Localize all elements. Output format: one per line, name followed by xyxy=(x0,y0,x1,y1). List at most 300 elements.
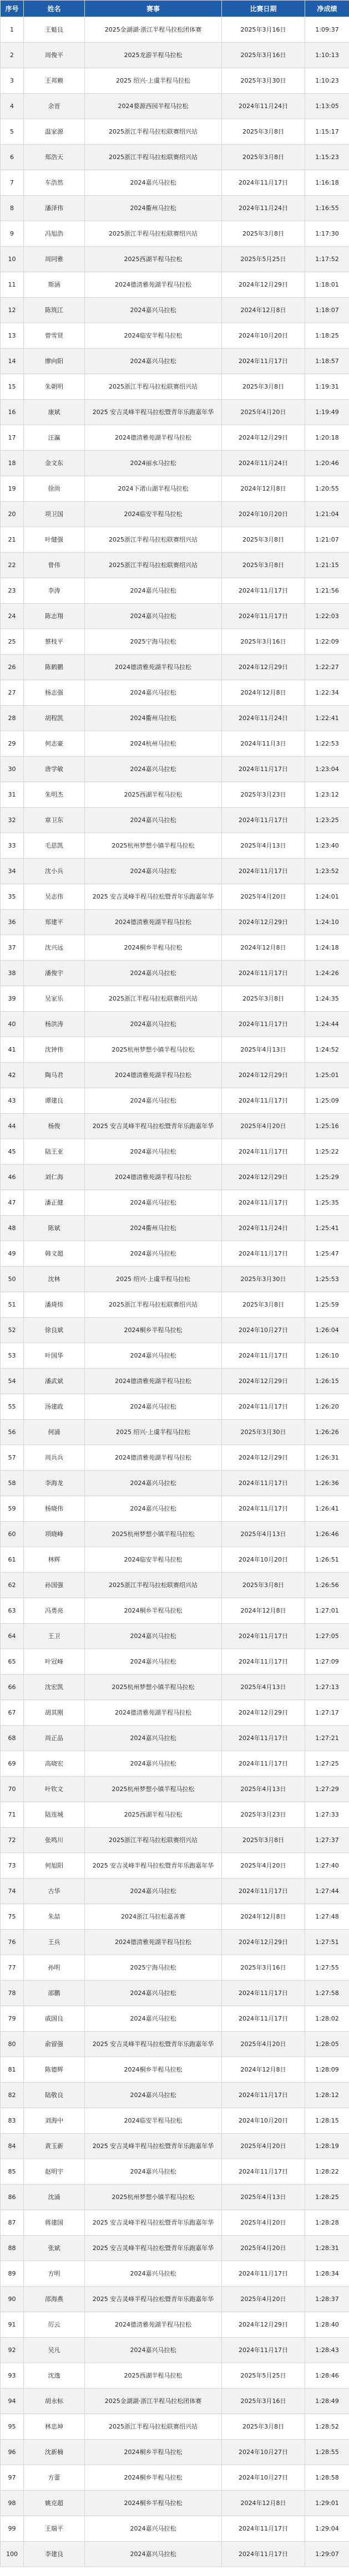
cell-net-time: 1:13:05 xyxy=(305,94,349,119)
cell-seq: 82 xyxy=(1,2083,24,2108)
cell-net-time: 1:20:46 xyxy=(305,451,349,476)
cell-race: 2025杭州梦想小镇半程马拉松 xyxy=(85,1777,222,1802)
table-row xyxy=(1,1955,349,1981)
table-row xyxy=(1,170,349,196)
cell-date: 2024年12月8日 xyxy=(222,680,305,706)
cell-name: 周俊平 xyxy=(24,43,85,68)
cell-seq: 6 xyxy=(1,145,24,170)
cell-race: 2025杭州梦想小镇半程马拉松 xyxy=(85,1522,222,1547)
table-row xyxy=(1,1063,349,1088)
cell-seq: 56 xyxy=(1,1420,24,1445)
cell-net-time: 1:26:15 xyxy=(305,1369,349,1394)
cell-date: 2025年4月20日 xyxy=(222,2032,305,2057)
cell-seq: 95 xyxy=(1,2414,24,2440)
cell-name: 王魁良 xyxy=(24,17,85,43)
cell-race: 2024德清雅苑湖半程马拉松 xyxy=(85,425,222,451)
cell-name: 金文东 xyxy=(24,451,85,476)
cell-race: 2024衢州马拉松 xyxy=(85,706,222,731)
cell-seq: 73 xyxy=(1,1853,24,1879)
table-row xyxy=(1,1598,349,1624)
cell-date: 2024年12月29日 xyxy=(222,425,305,451)
cell-name: 陆敬良 xyxy=(24,2083,85,2108)
cell-net-time: 1:16:18 xyxy=(305,170,349,196)
cell-date: 2024年12月29日 xyxy=(222,2312,305,2338)
cell-race: 2025金湖湖·浙江半程马拉松团体赛 xyxy=(85,2389,222,2414)
cell-seq: 69 xyxy=(1,1751,24,1777)
cell-date: 2025年3月8日 xyxy=(222,119,305,145)
table-row xyxy=(1,1394,349,1420)
cell-name: 王卫 xyxy=(24,1624,85,1649)
cell-date: 2024年11月17日 xyxy=(222,578,305,604)
cell-net-time: 1:23:52 xyxy=(305,859,349,884)
cell-race: 2024嘉兴马拉松 xyxy=(85,808,222,833)
table-row xyxy=(1,425,349,451)
table-row xyxy=(1,629,349,655)
cell-date: 2024年12月29日 xyxy=(222,1700,305,1726)
header-row xyxy=(1,1,349,17)
cell-net-time: 1:27:44 xyxy=(305,1879,349,1904)
table-body xyxy=(1,17,349,2567)
cell-net-time: 1:24:01 xyxy=(305,884,349,910)
table-row xyxy=(1,553,349,578)
cell-net-time: 1:28:12 xyxy=(305,2083,349,2108)
table-row xyxy=(1,400,349,425)
cell-name: 何涌 xyxy=(24,1420,85,1445)
cell-name: 叶钦文 xyxy=(24,1777,85,1802)
table-row xyxy=(1,1343,349,1369)
cell-date: 2024年11月17日 xyxy=(222,1496,305,1522)
cell-name: 陈鹤鹏 xyxy=(24,655,85,680)
cell-race: 2025浙江半程马拉松联赛绍兴站 xyxy=(85,527,222,553)
cell-seq: 23 xyxy=(1,578,24,604)
cell-date: 2024年10月20日 xyxy=(222,502,305,527)
cell-date: 2025年4月20日 xyxy=(222,2210,305,2236)
table-row xyxy=(1,1088,349,1114)
cell-race: 2024桐乡半程马拉松 xyxy=(85,2491,222,2516)
table-row xyxy=(1,604,349,629)
cell-seq: 80 xyxy=(1,2032,24,2057)
cell-seq: 1 xyxy=(1,17,24,43)
cell-race: 2024丽水马拉松 xyxy=(85,451,222,476)
cell-race: 2025浙江半程马拉松联赛绍兴站 xyxy=(85,1573,222,1598)
cell-net-time: 1:28:09 xyxy=(305,2057,349,2083)
cell-seq: 10 xyxy=(1,247,24,272)
cell-date: 2025年4月20日 xyxy=(222,1853,305,1879)
cell-seq: 71 xyxy=(1,1802,24,1828)
cell-seq: 22 xyxy=(1,553,24,578)
cell-date: 2025年3月8日 xyxy=(222,145,305,170)
table-row xyxy=(1,655,349,680)
cell-net-time: 1:27:33 xyxy=(305,1802,349,1828)
table-row xyxy=(1,502,349,527)
table-row xyxy=(1,731,349,757)
table-row xyxy=(1,1496,349,1522)
table-row xyxy=(1,1267,349,1292)
cell-race: 2025西湖半程马拉松 xyxy=(85,2363,222,2389)
cell-seq: 79 xyxy=(1,2006,24,2032)
table-row xyxy=(1,2338,349,2363)
cell-net-time: 1:22:41 xyxy=(305,706,349,731)
cell-name: 冯勇亮 xyxy=(24,1598,85,1624)
table-row xyxy=(1,451,349,476)
cell-name: 沈兴远 xyxy=(24,935,85,961)
cell-date: 2025年3月8日 xyxy=(222,1828,305,1853)
cell-net-time: 1:28:25 xyxy=(305,2185,349,2210)
table-row xyxy=(1,247,349,272)
cell-race: 2024嘉兴马拉松 xyxy=(85,349,222,374)
cell-date: 2024年11月24日 xyxy=(222,1216,305,1241)
table-row xyxy=(1,833,349,859)
cell-name: 沈小兵 xyxy=(24,859,85,884)
cell-name: 潘武斌 xyxy=(24,1369,85,1394)
cell-name: 陶马君 xyxy=(24,1063,85,1088)
cell-name: 温家源 xyxy=(24,119,85,145)
table-row xyxy=(1,706,349,731)
cell-seq: 60 xyxy=(1,1522,24,1547)
cell-date: 2024年11月17日 xyxy=(222,1751,305,1777)
cell-race: 2024德清雅苑湖半程马拉松 xyxy=(85,910,222,935)
table-row xyxy=(1,680,349,706)
cell-net-time: 1:09:37 xyxy=(305,17,349,43)
cell-date: 2025年3月23日 xyxy=(222,1802,305,1828)
cell-seq: 91 xyxy=(1,2312,24,2338)
cell-date: 2024年11月17日 xyxy=(222,1394,305,1420)
cell-name: 潘琦炜 xyxy=(24,1292,85,1318)
cell-seq: 30 xyxy=(1,757,24,782)
cell-date: 2025年3月30日 xyxy=(222,1267,305,1292)
cell-race: 2025宁海马拉松 xyxy=(85,629,222,655)
cell-name: 方蕾 xyxy=(24,2465,85,2491)
cell-race: 2024德清雅苑湖半程马拉松 xyxy=(85,1165,222,1190)
cell-net-time: 1:25:53 xyxy=(305,1267,349,1292)
cell-seq: 38 xyxy=(1,961,24,986)
cell-name: 潘俊宇 xyxy=(24,961,85,986)
cell-net-time: 1:16:55 xyxy=(305,196,349,221)
cell-net-time: 1:21:04 xyxy=(305,502,349,527)
cell-seq: 64 xyxy=(1,1624,24,1649)
cell-net-time: 1:28:52 xyxy=(305,2414,349,2440)
cell-name: 张斌 xyxy=(24,2236,85,2261)
cell-net-time: 1:18:07 xyxy=(305,298,349,323)
table-row xyxy=(1,1012,349,1037)
cell-date: 2025年4月13日 xyxy=(222,1675,305,1700)
cell-net-time: 1:27:21 xyxy=(305,1726,349,1751)
cell-name: 何志豪 xyxy=(24,731,85,757)
cell-seq: 59 xyxy=(1,1496,24,1522)
table-row xyxy=(1,1675,349,1700)
cell-date: 2025年3月16日 xyxy=(222,17,305,43)
cell-race: 2024嘉兴马拉松 xyxy=(85,170,222,196)
cell-seq: 83 xyxy=(1,2108,24,2134)
cell-net-time: 1:25:16 xyxy=(305,1114,349,1139)
cell-race: 2025 安吉灵峰半程马拉松暨青年乐跑嘉年华 xyxy=(85,1853,222,1879)
cell-seq: 77 xyxy=(1,1955,24,1981)
cell-date: 2025年4月20日 xyxy=(222,400,305,425)
cell-seq: 25 xyxy=(1,629,24,655)
table-row xyxy=(1,1292,349,1318)
cell-date: 2025年5月25日 xyxy=(222,247,305,272)
table-row xyxy=(1,2032,349,2057)
cell-race: 2024德清雅苑湖半程马拉松 xyxy=(85,2312,222,2338)
cell-net-time: 1:26:56 xyxy=(305,1573,349,1598)
cell-net-time: 1:10:23 xyxy=(305,68,349,94)
cell-name: 叶冠峰 xyxy=(24,1649,85,1675)
cell-net-time: 1:23:25 xyxy=(305,808,349,833)
cell-race: 2025 安吉灵峰半程马拉松暨青年乐跑嘉年华 xyxy=(85,2032,222,2057)
cell-race: 2024嘉兴马拉松 xyxy=(85,859,222,884)
cell-date: 2025年3月8日 xyxy=(222,374,305,400)
cell-date: 2024年11月17日 xyxy=(222,2261,305,2287)
table-row xyxy=(1,2363,349,2389)
cell-name: 谭建良 xyxy=(24,1088,85,1114)
cell-seq: 84 xyxy=(1,2134,24,2159)
table-row xyxy=(1,2236,349,2261)
cell-name: 项卫国 xyxy=(24,502,85,527)
cell-name: 王兵 xyxy=(24,1930,85,1955)
cell-race: 2024杭州马拉松 xyxy=(85,731,222,757)
cell-date: 2025年4月13日 xyxy=(222,1777,305,1802)
cell-seq: 57 xyxy=(1,1445,24,1471)
cell-net-time: 1:23:04 xyxy=(305,757,349,782)
table-row xyxy=(1,1649,349,1675)
table-row xyxy=(1,43,349,68)
cell-name: 曾伟 xyxy=(24,553,85,578)
cell-seq: 97 xyxy=(1,2465,24,2491)
cell-date: 2024年10月20日 xyxy=(222,323,305,349)
cell-name: 吴凡 xyxy=(24,2338,85,2363)
table-row xyxy=(1,578,349,604)
cell-net-time: 1:18:01 xyxy=(305,272,349,298)
cell-net-time: 1:18:25 xyxy=(305,323,349,349)
cell-seq: 16 xyxy=(1,400,24,425)
table-row xyxy=(1,1904,349,1930)
cell-name: 方明 xyxy=(24,2261,85,2287)
cell-net-time: 1:22:09 xyxy=(305,629,349,655)
cell-race: 2024桐乡半程马拉松 xyxy=(85,1318,222,1343)
cell-seq: 13 xyxy=(1,323,24,349)
cell-seq: 61 xyxy=(1,1547,24,1573)
cell-net-time: 1:23:12 xyxy=(305,782,349,808)
cell-seq: 49 xyxy=(1,1241,24,1267)
cell-date: 2024年10月27日 xyxy=(222,1318,305,1343)
cell-seq: 31 xyxy=(1,782,24,808)
cell-race: 2024桐乡半程马拉松 xyxy=(85,2465,222,2491)
cell-race: 2025 安吉灵峰半程马拉松暨青年乐跑嘉年华 xyxy=(85,884,222,910)
table-row xyxy=(1,1726,349,1751)
table-row xyxy=(1,1471,349,1496)
cell-race: 2024嘉兴马拉松 xyxy=(85,1496,222,1522)
cell-net-time: 1:28:37 xyxy=(305,2287,349,2312)
cell-race: 2025 安吉灵峰半程马拉松暨青年乐跑嘉年华 xyxy=(85,2287,222,2312)
cell-net-time: 1:25:59 xyxy=(305,1292,349,1318)
cell-name: 冯旭浩 xyxy=(24,221,85,247)
cell-race: 2024下渚山湖半程马拉松 xyxy=(85,476,222,502)
cell-race: 2024桐乡半程马拉松 xyxy=(85,935,222,961)
cell-race: 2024嘉兴马拉松 xyxy=(85,604,222,629)
header-race: 赛事 xyxy=(85,1,222,17)
cell-seq: 2 xyxy=(1,43,24,68)
cell-date: 2025年3月30日 xyxy=(222,1420,305,1445)
cell-name: 沈钟伟 xyxy=(24,1037,85,1063)
cell-seq: 26 xyxy=(1,655,24,680)
cell-net-time: 1:17:30 xyxy=(305,221,349,247)
table-row xyxy=(1,808,349,833)
table-row xyxy=(1,1573,349,1598)
cell-seq: 7 xyxy=(1,170,24,196)
cell-seq: 33 xyxy=(1,833,24,859)
cell-race: 2024嘉兴马拉松 xyxy=(85,1879,222,1904)
cell-seq: 88 xyxy=(1,2236,24,2261)
cell-name: 胡其刚 xyxy=(24,1700,85,1726)
cell-seq: 62 xyxy=(1,1573,24,1598)
cell-date: 2025年3月8日 xyxy=(222,986,305,1012)
cell-seq: 68 xyxy=(1,1726,24,1751)
cell-seq: 99 xyxy=(1,2516,24,2542)
cell-date: 2024年11月17日 xyxy=(222,1343,305,1369)
cell-date: 2024年11月24日 xyxy=(222,94,305,119)
cell-race: 2024嘉兴马拉松 xyxy=(85,1981,222,2006)
cell-seq: 75 xyxy=(1,1904,24,1930)
cell-net-time: 1:24:10 xyxy=(305,910,349,935)
cell-name: 林忠坤 xyxy=(24,2414,85,2440)
cell-name: 戚国良 xyxy=(24,2006,85,2032)
cell-race: 2025浙江半程马拉松联赛绍兴站 xyxy=(85,2414,222,2440)
cell-name: 姚克超 xyxy=(24,2491,85,2516)
cell-net-time: 1:25:29 xyxy=(305,1165,349,1190)
cell-seq: 4 xyxy=(1,94,24,119)
cell-race: 2025浙江半程马拉松联赛绍兴站 xyxy=(85,553,222,578)
cell-name: 陈德辉 xyxy=(24,2057,85,2083)
cell-race: 2024德清雅苑湖半程马拉松 xyxy=(85,1930,222,1955)
cell-date: 2024年12月29日 xyxy=(222,1063,305,1088)
cell-date: 2025年3月16日 xyxy=(222,2389,305,2414)
cell-race: 2024德清雅苑湖半程马拉松 xyxy=(85,1445,222,1471)
cell-date: 2024年11月17日 xyxy=(222,2542,305,2567)
cell-net-time: 1:21:07 xyxy=(305,527,349,553)
cell-name: 汪瀛 xyxy=(24,425,85,451)
cell-seq: 78 xyxy=(1,1981,24,2006)
table-row xyxy=(1,2465,349,2491)
cell-race: 2025杭州梦想小镇半程马拉松 xyxy=(85,1675,222,1700)
cell-seq: 63 xyxy=(1,1598,24,1624)
table-row xyxy=(1,349,349,374)
cell-race: 2024嘉兴马拉松 xyxy=(85,757,222,782)
cell-date: 2025年5月25日 xyxy=(222,2363,305,2389)
cell-race: 2025浙江半程马拉松联赛绍兴站 xyxy=(85,145,222,170)
cell-seq: 11 xyxy=(1,272,24,298)
cell-name: 陈志翔 xyxy=(24,604,85,629)
cell-net-time: 1:19:31 xyxy=(305,374,349,400)
cell-date: 2024年12月29日 xyxy=(222,1165,305,1190)
cell-name: 刘海中 xyxy=(24,2108,85,2134)
cell-seq: 67 xyxy=(1,1700,24,1726)
cell-net-time: 1:20:55 xyxy=(305,476,349,502)
cell-date: 2024年11月17日 xyxy=(222,1624,305,1649)
cell-seq: 66 xyxy=(1,1675,24,1700)
cell-seq: 32 xyxy=(1,808,24,833)
cell-date: 2025年4月13日 xyxy=(222,1037,305,1063)
cell-seq: 29 xyxy=(1,731,24,757)
cell-seq: 47 xyxy=(1,1190,24,1216)
cell-race: 2025浙江半程马拉松联赛绍兴站 xyxy=(85,1828,222,1853)
cell-name: 朱明杰 xyxy=(24,782,85,808)
cell-name: 杨晓伟 xyxy=(24,1496,85,1522)
cell-race: 2025西湖半程马拉松 xyxy=(85,247,222,272)
cell-seq: 52 xyxy=(1,1318,24,1343)
cell-date: 2024年11月17日 xyxy=(222,1012,305,1037)
cell-net-time: 1:10:13 xyxy=(305,43,349,68)
cell-date: 2024年12月29日 xyxy=(222,1369,305,1394)
table-row xyxy=(1,1777,349,1802)
cell-name: 杨志强 xyxy=(24,680,85,706)
cell-seq: 58 xyxy=(1,1471,24,1496)
cell-net-time: 1:28:15 xyxy=(305,2108,349,2134)
cell-name: 叶国华 xyxy=(24,1343,85,1369)
table-row xyxy=(1,221,349,247)
cell-date: 2025年3月16日 xyxy=(222,1955,305,1981)
cell-name: 沈林 xyxy=(24,1267,85,1292)
cell-date: 2024年11月24日 xyxy=(222,451,305,476)
cell-name: 沈宏凯 xyxy=(24,1675,85,1700)
cell-date: 2024年11月17日 xyxy=(222,1879,305,1904)
cell-name: 周正品 xyxy=(24,1726,85,1751)
cell-seq: 43 xyxy=(1,1088,24,1114)
table-row xyxy=(1,2542,349,2567)
cell-race: 2024嘉兴马拉松 xyxy=(85,1471,222,1496)
cell-seq: 81 xyxy=(1,2057,24,2083)
cell-net-time: 1:28:49 xyxy=(305,2389,349,2414)
cell-name: 章卫东 xyxy=(24,808,85,833)
table-row xyxy=(1,2006,349,2032)
cell-name: 王邦赖 xyxy=(24,68,85,94)
table-row xyxy=(1,1139,349,1165)
cell-race: 2024嘉兴马拉松 xyxy=(85,1751,222,1777)
cell-net-time: 1:27:29 xyxy=(305,1777,349,1802)
cell-net-time: 1:25:01 xyxy=(305,1063,349,1088)
cell-net-time: 1:26:41 xyxy=(305,1496,349,1522)
cell-name: 康斌 xyxy=(24,400,85,425)
cell-name: 古华 xyxy=(24,1879,85,1904)
table-header xyxy=(1,1,349,17)
cell-net-time: 1:25:41 xyxy=(305,1216,349,1241)
cell-net-time: 1:27:01 xyxy=(305,1598,349,1624)
cell-name: 沈新楠 xyxy=(24,2440,85,2465)
table-row xyxy=(1,2287,349,2312)
cell-net-time: 1:24:52 xyxy=(305,1037,349,1063)
cell-date: 2024年11月17日 xyxy=(222,349,305,374)
cell-race: 2024德清雅苑湖半程马拉松 xyxy=(85,1700,222,1726)
cell-seq: 34 xyxy=(1,859,24,884)
cell-race: 2024嘉兴马拉松 xyxy=(85,961,222,986)
cell-name: 徐良斌 xyxy=(24,1318,85,1343)
cell-date: 2025年4月20日 xyxy=(222,884,305,910)
cell-net-time: 1:29:04 xyxy=(305,2516,349,2542)
cell-name: 林辉 xyxy=(24,1547,85,1573)
cell-date: 2025年3月8日 xyxy=(222,2414,305,2440)
cell-race: 2024临安半程马拉松 xyxy=(85,502,222,527)
table-row xyxy=(1,1165,349,1190)
cell-date: 2025年4月20日 xyxy=(222,1114,305,1139)
cell-seq: 28 xyxy=(1,706,24,731)
table-row xyxy=(1,17,349,43)
cell-seq: 55 xyxy=(1,1394,24,1420)
cell-name: 吴家乐 xyxy=(24,986,85,1012)
table-row xyxy=(1,935,349,961)
cell-net-time: 1:29:01 xyxy=(305,2491,349,2516)
cell-net-time: 1:27:37 xyxy=(305,1828,349,1853)
cell-race: 2024嘉兴马拉松 xyxy=(85,1241,222,1267)
table-row xyxy=(1,94,349,119)
